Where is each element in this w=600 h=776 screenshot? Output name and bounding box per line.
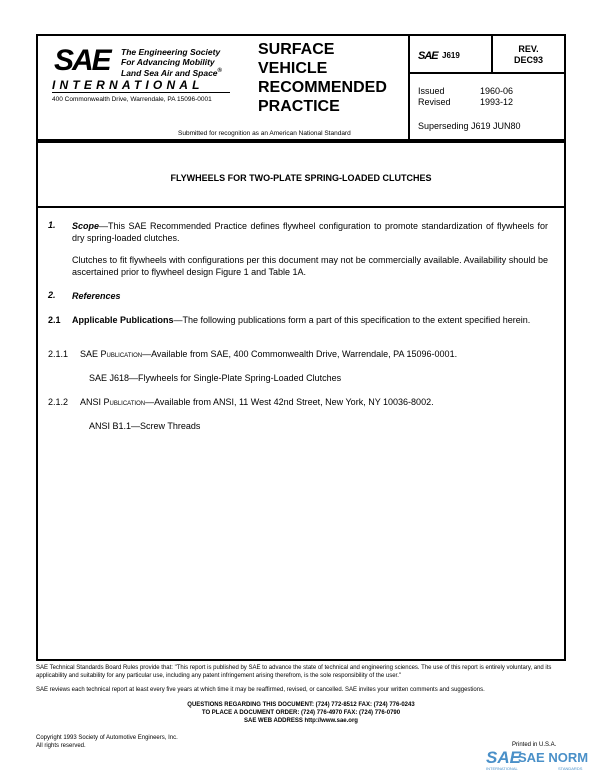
norm-logo-sub-right: STANDARDS [558, 766, 583, 771]
section-2-heading: References [72, 291, 121, 301]
submitted-note: Submitted for recognition as an American National Standard [178, 130, 351, 137]
printed-note: Printed in U.S.A. [512, 742, 557, 748]
doc-type: SURFACE VEHICLE RECOMMENDED PRACTICE [258, 41, 387, 115]
revision-cell [491, 36, 564, 74]
review-note: SAE reviews each technical report at least every five years at which time it may be reaffirmed, revised, or cancelled. SAE invites your written comments and suggestions. [36, 687, 485, 693]
issued-label: Issued [418, 86, 445, 96]
norm-logo-sub-left: INTERNATIONAL [486, 766, 518, 771]
reference-ansi-b1-1: ANSI B1.1—Screw Threads [89, 421, 201, 431]
web-address: SAE WEB ADDRESS http://www.sae.org [244, 718, 358, 724]
section-2-1-2-text: ANSI Publication—Available from ANSI, 11 West 42nd Street, New York, NY 10036-8002. [80, 397, 434, 407]
norm-logo-sae: SAE [486, 748, 521, 767]
order-contact: TO PLACE A DOCUMENT ORDER: (724) 776-4970 FAX: (724) 776-0790 [201, 710, 401, 716]
section-1-scope: Scope—This SAE Recommended Practice defines flywheel configuration to promote standardization of flywheels for dry spring-loaded clutches. [72, 221, 548, 243]
doc-sae-logo: SAE [418, 50, 438, 62]
international-rule [52, 92, 230, 93]
issued-value: 1960-06 [480, 86, 514, 96]
society-tagline: The Engineering Society For Advancing Mobility Land Sea Air and Space® [121, 47, 222, 78]
superseding-note: Superseding J619 JUN80 [418, 121, 521, 131]
frame-right [564, 141, 566, 661]
publisher-address: 400 Commonwealth Drive, Warrendale, PA 15096-0001 [52, 96, 212, 103]
copyright-block [36, 734, 178, 750]
copyright-line: Copyright 1993 Society of Automotive Engineers, Inc. [36, 735, 178, 741]
international-label: INTERNATIONAL [52, 78, 204, 92]
dates-cell [408, 74, 564, 139]
revised-value: 1993-12 [480, 97, 514, 107]
doc-number: J619 [442, 51, 460, 60]
section-2-1-2-number: 2.1.2 [48, 397, 69, 407]
board-rules-note: SAE Technical Standards Board Rules provide that: "This report is published by SAE to advance the state of technical and engineering sciences. The use of this report is entirely voluntary, and its applicability and suitability for any particular use, including any patent infringement arising therefrom, is the sole responsibility of the user." [36, 665, 552, 679]
section-2-1-number: 2.1 [48, 315, 61, 325]
norm-logo-text: SAE NORM [518, 750, 589, 765]
rev-label: REV. [518, 44, 539, 54]
title-rule-bottom [36, 206, 566, 208]
frame-bottom [36, 659, 566, 661]
revised-label: Revised [418, 97, 451, 107]
sae-logo: SAE [54, 44, 110, 77]
section-2-1-1-text: SAE Publication—Available from SAE, 400 Commonwealth Drive, Warrendale, PA 15096-0001. [80, 349, 458, 359]
rev-value: DEC93 [513, 55, 543, 65]
section-1-paragraph-2: Clutches to fit flywheels with configurations per this document may not be commercially available. Availability should be ascertained prior to flywheel design Figure 1 and Table 1A. [72, 255, 548, 277]
reference-sae-j618: SAE J618—Flywheels for Single-Plate Spring-Loaded Clutches [89, 373, 342, 383]
rights-line: All rights reserved. [36, 743, 86, 749]
section-2-number: 2. [48, 290, 56, 300]
section-1-heading: Scope [72, 221, 100, 231]
questions-contact: QUESTIONS REGARDING THIS DOCUMENT: (724) 772-8512 FAX: (724) 776-0243 [187, 702, 415, 708]
document-title: FLYWHEELS FOR TWO-PLATE SPRING-LOADED CLUTCHES [170, 173, 432, 183]
section-2-1-1-number: 2.1.1 [48, 349, 69, 359]
header-box [36, 34, 566, 141]
frame-left [36, 141, 38, 661]
doc-type-block [252, 36, 408, 139]
sae-norm-logo [484, 744, 594, 772]
doc-number-cell [408, 36, 491, 74]
section-2-1-text: Applicable Publications—The following publications form a part of this specification to the extent specified herein. [72, 315, 531, 325]
section-1-number: 1. [48, 220, 56, 230]
title-rule-top [36, 141, 566, 143]
publisher-block [38, 36, 252, 139]
